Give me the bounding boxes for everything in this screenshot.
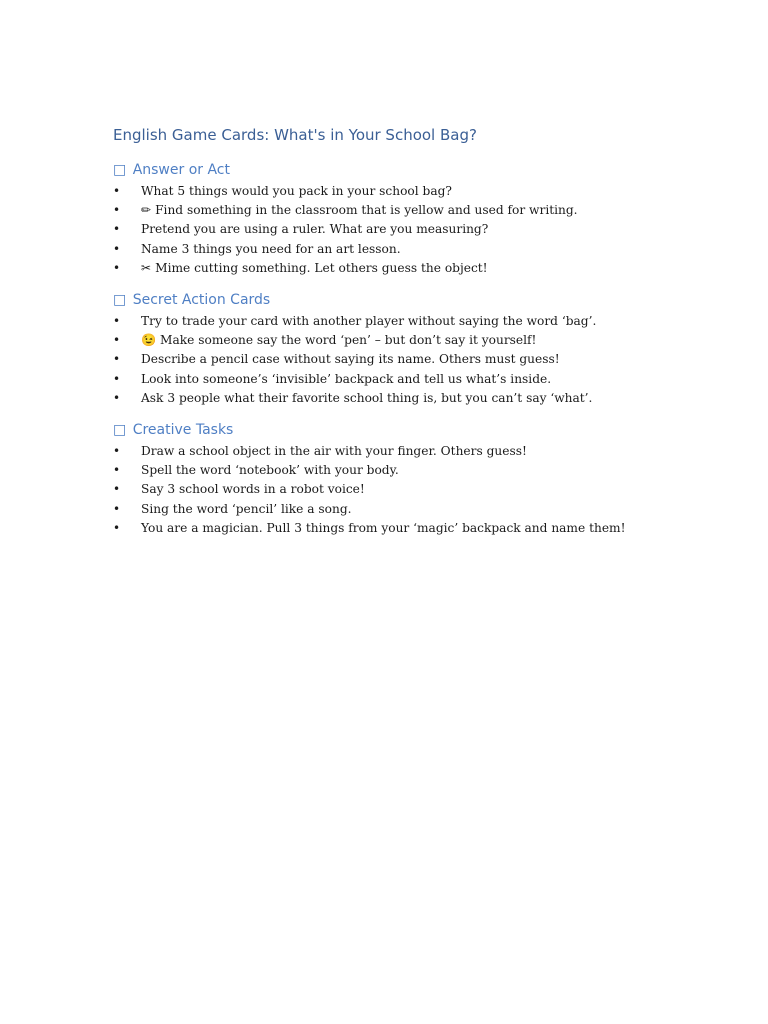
item-list — [113, 182, 733, 278]
list-item-text: Draw a school object in the air with your finger. Others guess! — [141, 444, 527, 459]
document-title: English Game Cards: What's in Your School Bag? — [113, 126, 477, 144]
list-item-text: 😉 Make someone say the word ‘pen’ – but don’t say it yourself! — [141, 333, 537, 348]
section-heading — [113, 160, 733, 180]
list-item — [113, 519, 733, 538]
section-heading-label: Creative Tasks — [132, 422, 234, 439]
list-item — [113, 442, 733, 461]
list-item — [113, 331, 733, 350]
section-heading-label: Secret Action Cards — [132, 292, 271, 309]
list-item-text: Pretend you are using a ruler. What are you measuring? — [141, 222, 489, 237]
list-item — [113, 370, 733, 389]
section-secret-action-cards — [113, 290, 733, 408]
bullet-icon: • — [113, 482, 121, 497]
list-item-text: Name 3 things you need for an art lesson. — [141, 241, 401, 256]
missing-glyph-icon: □ — [113, 422, 127, 439]
bullet-icon: • — [113, 501, 121, 516]
section-answer-or-act — [113, 160, 733, 278]
list-item-text: Sing the word ‘pencil’ like a song. — [141, 501, 352, 516]
bullet-icon: • — [113, 352, 121, 367]
section-heading-label: Answer or Act — [132, 162, 230, 178]
bullet-icon: • — [113, 520, 121, 535]
bullet-icon: • — [113, 314, 121, 329]
list-item — [113, 500, 733, 519]
item-list — [113, 442, 733, 538]
missing-glyph-icon: □ — [113, 292, 127, 309]
list-item — [113, 312, 733, 331]
list-item-text: Look into someone’s ‘invisible’ backpack and tell us what’s inside. — [141, 371, 552, 386]
list-item — [113, 220, 733, 239]
list-item-text: ✏ Find something in the classroom that is yellow and used for writing. — [141, 203, 578, 218]
bullet-icon: • — [113, 444, 121, 459]
bullet-icon: • — [113, 390, 121, 405]
list-item-text: Try to trade your card with another player without saying the word ‘bag’. — [141, 314, 597, 329]
list-item — [113, 461, 733, 480]
list-item-text: Ask 3 people what their favorite school thing is, but you can’t say ‘what’. — [141, 390, 593, 405]
missing-glyph-icon: □ — [113, 162, 127, 178]
bullet-icon: • — [113, 222, 121, 237]
bullet-icon: • — [113, 241, 121, 256]
list-item — [113, 350, 733, 369]
list-item — [113, 240, 733, 259]
list-item — [113, 182, 733, 201]
list-item-text: You are a magician. Pull 3 things from your ‘magic’ backpack and name them! — [141, 520, 626, 535]
list-item-text: ✂ Mime cutting something. Let others guess the object! — [141, 260, 488, 275]
list-item-text: Say 3 school words in a robot voice! — [141, 482, 365, 497]
document-page — [113, 124, 733, 550]
item-list — [113, 312, 733, 408]
list-item — [113, 201, 733, 220]
list-item-text: What 5 things would you pack in your school bag? — [141, 184, 452, 198]
section-creative-tasks — [113, 420, 733, 538]
bullet-icon: • — [113, 203, 121, 218]
bullet-icon: • — [113, 184, 121, 198]
list-item — [113, 480, 733, 499]
list-item-text: Spell the word ‘notebook’ with your body. — [141, 463, 399, 478]
bullet-icon: • — [113, 463, 121, 478]
list-item — [113, 259, 733, 278]
section-heading — [113, 290, 733, 310]
list-item — [113, 389, 733, 408]
bullet-icon: • — [113, 333, 121, 348]
section-heading — [113, 420, 733, 440]
list-item-text: Describe a pencil case without saying its name. Others must guess! — [141, 352, 560, 367]
bullet-icon: • — [113, 371, 121, 386]
bullet-icon: • — [113, 260, 121, 275]
